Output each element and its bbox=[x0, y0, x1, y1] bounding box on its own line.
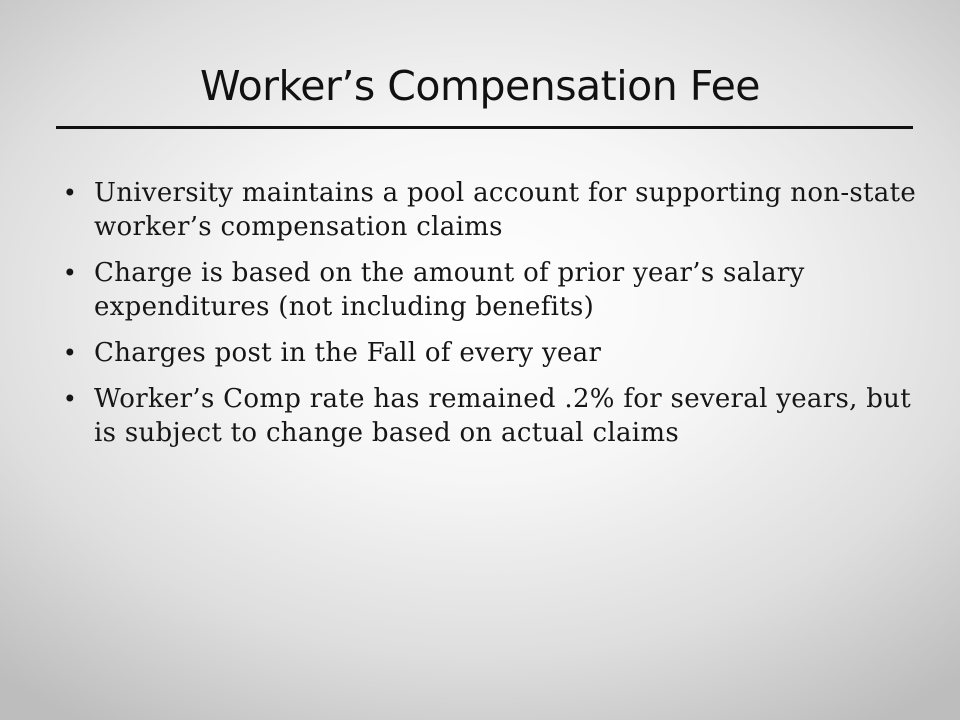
bullet-text: Charge is based on the amount of prior year’s salary expenditures (not including benefits) bbox=[94, 258, 805, 322]
bullet-icon: • bbox=[62, 339, 78, 367]
bullet-icon: • bbox=[62, 385, 78, 413]
bullet-item bbox=[60, 336, 920, 370]
bullet-text: Worker’s Comp rate has remained .2% for several years, but is subject to change based on actual claims bbox=[94, 384, 911, 448]
bullet-item bbox=[60, 176, 920, 244]
slide-title: Worker’s Compensation Fee bbox=[199, 62, 761, 110]
bullet-text: Charges post in the Fall of every year bbox=[94, 338, 602, 368]
title-divider bbox=[56, 126, 913, 129]
bullet-item bbox=[60, 256, 920, 324]
bullet-icon: • bbox=[62, 259, 78, 287]
bullet-icon: • bbox=[62, 179, 78, 207]
bullet-text: University maintains a pool account for supporting non-state worker’s compensation claims bbox=[94, 178, 917, 242]
bullet-item bbox=[60, 382, 920, 450]
bullet-list bbox=[60, 176, 920, 462]
